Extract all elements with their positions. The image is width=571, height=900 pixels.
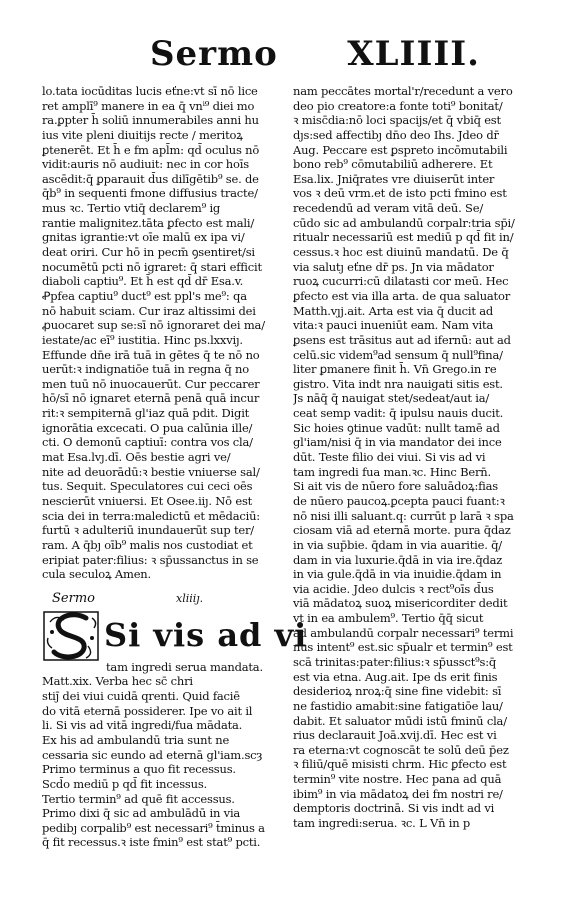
text-line: mus ꝛc. Tertio vtiq̄ declarem⁹ ig <box>42 201 221 216</box>
running-head <box>150 34 480 78</box>
text-line: cessus.ꝛ hoc est diuinū mandatū. De q̄ <box>293 245 509 260</box>
text-line: nō nisi illi saluant.q: currūt p larā ꝛ spa <box>293 508 514 523</box>
text-line: dabit. Et saluator mūdi istū fminū cla/ <box>293 713 507 728</box>
running-head-title: Sermo <box>150 34 278 74</box>
text-line: de nūero paucoꝝ.ꝑcepta pauci fuant:ꝛ <box>293 493 505 508</box>
text-line: celū.sic videm⁹ad sensum q̄ null⁹fina/ <box>293 347 503 362</box>
sermon-label: Sermo <box>52 590 95 606</box>
text-line: ciosam viā ad eternā morte. pura q̄daz <box>293 523 511 538</box>
text-line: do vitā eternā possiderer. Ipe vo ait il <box>42 703 253 718</box>
text-line: Primo dixi q̄ sic ad ambulādū in via <box>42 806 241 821</box>
text-line: cessaria sic eundo ad eternā gl'iam.scȝ <box>42 747 263 762</box>
text-line: nam peccātes mortal'r/recedunt a vero <box>293 84 513 98</box>
text-line: bono reb⁹ cōmutabiliū adherere. Et <box>293 157 493 172</box>
text-line: vidit:auris nō audiuit: nec in cor hoīs <box>42 157 249 172</box>
text-line: ne fastidio amabit:sine fatigatiōe lau/ <box>293 698 503 713</box>
text-line: recedendū ad veram vitā deū. Se/ <box>293 201 483 216</box>
text-line: gistro. Vita indt nra nauigati sitis est. <box>293 376 503 391</box>
text-line: q̄ fit recessus.ꝛ iste fmin⁹ est stat⁹ pcti. <box>42 835 261 850</box>
text-line: cti. O demonū captiuī: contra vos cla/ <box>42 435 253 450</box>
text-line: via acidie. Jdeo dulcis ꝛ rect⁹oīs d̄us <box>293 581 494 596</box>
text-line: Matth.vȷj.ait. Arta est via q̄ ducit ad <box>293 303 494 318</box>
sermon-incipit <box>42 612 308 660</box>
text-line: Primo terminus a quo fit recessus. <box>42 762 236 777</box>
decorated-initial-s-icon <box>42 608 102 664</box>
text-line: via salutȷ eťne dr̄ ps. Jn via mādator <box>293 259 494 274</box>
text-line: cūdo sic ad ambulandū corpalr:tria sp̄i/ <box>293 215 515 230</box>
sermon-heading <box>42 588 280 610</box>
text-line: ꝑfecto est via illa arta. de qua saluator <box>293 288 511 303</box>
text-line: scia dei in terra:maledictū et mēdaciū: <box>42 508 260 523</box>
text-line: in via sup̄bie. q̄dam in via auaritie. q̄/ <box>293 537 502 552</box>
text-line: Scd̄o mediū p qd̄ fit incessus. <box>42 776 207 791</box>
text-line: ruoꝝ cucurri:cū dilatasti cor meū. Hec <box>293 274 509 289</box>
left-column <box>42 84 308 850</box>
text-line: Effunde dn̄e irā tuā in gētes q̄ te nō no <box>42 347 260 362</box>
text-line: Ex his ad ambulandū tria sunt ne <box>42 732 230 747</box>
text-line: gl'iam/nisi q̄ in via mandator dei ince <box>293 435 502 450</box>
text-line: tam ingredi serua mandata. <box>106 659 263 674</box>
text-line: hō/sī nō ignaret eternā penā quā incur <box>42 391 260 406</box>
text-line: deo pio creatore:a fonte toti⁹ bonitat̄/ <box>293 98 503 113</box>
text-line: dȷs:sed affectibȷ dn̄o deo Ihs. Jdeo dr̄ <box>293 127 499 142</box>
text-line: tam ingredi fua man.ꝛc. Hinc Bern̄. <box>293 464 491 479</box>
text-line: ritualr necessariū est mediū p qd̄ fit in/ <box>293 230 514 245</box>
text-line: termin⁹ vite nostre. Hec pana ad quā <box>293 772 502 787</box>
text-line: demptoris doctrinā. Si vis indt ad vi <box>293 801 495 816</box>
text-line: tus. Sequit. Speculatores cui ceci oēs <box>42 479 253 494</box>
text-line: nite ad deuorādū:ꝛ bestie vniuerse sal/ <box>42 464 260 479</box>
text-line: dūt. Teste filio dei viui. Si vis ad vi <box>293 450 486 465</box>
text-line: scā trinitas:pater:filius:ꝛ sp̄ussct⁹s:q̄ <box>293 654 497 669</box>
right-column-text <box>293 84 533 831</box>
text-line: ceat semp vadit: q̄ ipulsu nauis ducit. <box>293 406 504 421</box>
running-head-number: XLIIII. <box>347 34 480 74</box>
text-line: vt in ea ambulem⁹. Tertio q̄q̄ sicut <box>293 611 484 626</box>
text-line: li. Si vis ad vitā ingredi/fua mādata. <box>42 718 243 733</box>
text-line: vos ꝛ deū vrm.et de isto pcti fmino est <box>293 186 507 201</box>
text-line: q̄b⁹ in sequenti fmone diffusius tracte/ <box>42 186 258 201</box>
left-column-text-top <box>42 84 280 582</box>
text-line: desiderioꝝ nroꝝ:q̄ sine fine videbit: sī <box>293 684 502 699</box>
text-line: dam in via luxurie.q̄dā in via ire.q̄daz <box>293 552 503 567</box>
text-line: lo.tata iocūditas lucis eťne:vt sī nō lice <box>42 84 258 98</box>
text-line: ra.ꝑpter h̄ soliū innumerabiles anni hu <box>42 113 259 128</box>
text-line: furtū ꝛ adulteriū inundauerūt sup ter/ <box>42 523 254 538</box>
text-line: rit:ꝛ sempiternā gl'iaz quā pdit. Digit <box>42 406 250 421</box>
text-line: in via gule.q̄dā in via inuidie.q̄dam in <box>293 567 502 582</box>
text-line: Esa.lix. Jniq̄rates vre diuiserūt inter <box>293 171 495 186</box>
text-line: Sic hoies ꝯtinue vadūt: nullt tamē ad <box>293 420 500 435</box>
text-line: vita:ꝛ pauci inueniūt eam. Nam vita <box>293 318 494 333</box>
text-line: deat oriri. Cur hō in pecm̄ ꝯsentiret/si <box>42 245 255 260</box>
text-line: nus intent⁹ est.sic sp̄ualr et termin⁹ est <box>293 640 513 655</box>
text-line: est via etna. Aug.ait. Ipe ds erit finis <box>293 669 498 684</box>
text-line: mat Esa.lvȷ.dī. Oēs bestie agri ve/ <box>42 450 231 465</box>
text-line: ram. A q̄bȷ oīb⁹ malis nos custodiat et <box>42 537 253 552</box>
text-line: uerūt:ꝛ indignatiōe tuā in regna q̄ no <box>42 362 249 377</box>
left-column-text-bottom <box>42 660 280 850</box>
text-line: pedibȷ corpalib⁹ est necessari⁹ t̄minus a <box>42 820 265 835</box>
text-line: diaboli captiu⁹. Et h̄ est qd̄ dr̄ Esa.v. <box>42 274 244 289</box>
text-line: eripiat pater:filius: ꝛ sp̄ussanctus in se <box>42 552 259 567</box>
text-line: stiȷ̄ dei viui cuidā qrenti. Quid faciē <box>42 689 240 704</box>
text-line: nō habuit sciam. Cur iraz altissimi dei <box>42 303 256 318</box>
text-line: cula seculoꝝ Amen. <box>42 567 151 582</box>
text-line: ꝛ misc̄dia:nō loci spacijs/et q̄ vbiq̄ est <box>293 113 501 128</box>
text-line: men tuū nō inuocauerūt. Cur peccarer <box>42 376 260 391</box>
text-line: ꝑsens est trāsitus aut ad ifernū: aut ad <box>293 332 511 347</box>
text-line: viā mādatoꝝ suoꝝ misericorditer dedit <box>293 596 508 611</box>
text-line: Tertio termin⁹ ad quē fit accessus. <box>42 791 235 806</box>
text-line: nescierūt vniuersi. Et Osee.iiȷ. Nō est <box>42 493 253 508</box>
text-line: rius declarauit Joā.xvij.dī. Hec est vi <box>293 728 497 743</box>
text-line: ra eterna:vt cognoscāt te solū deū p̄ez <box>293 742 509 757</box>
text-line: ꝓuocaret sup se:sī nō ignoraret dei ma/ <box>42 318 265 333</box>
text-line: Si ait vis de nūero fore saluādoꝝ:fias <box>293 479 499 494</box>
right-column <box>293 84 533 831</box>
text-line: ius vite pleni diuitijs recte / meritoꝝ <box>42 127 243 142</box>
text-line: ibim⁹ in via mādatoꝝ dei fm nostri re/ <box>293 786 503 801</box>
text-line: ret amplī⁹ manere in ea q̄ vnⁱ⁹ diei mo <box>42 98 255 113</box>
text-line: Js nāq̄ q̄ nauigat stet/sedeat/aut ia/ <box>293 391 490 406</box>
text-line: rantie malignitez.tāta ꝑfecto est mali/ <box>42 215 255 230</box>
text-line: Matt.xix. Verba hec sc̄ chri <box>42 674 193 689</box>
text-line: Ꝓpfea captiu⁹ duct⁹ est ppl's me⁹: qa <box>42 288 247 303</box>
text-line: ignorātia excecati. O pua calūnia ille/ <box>42 420 253 435</box>
text-line: liter ꝑmanere finit h̄. Vn̄ Grego.in re <box>293 362 497 377</box>
text-line: iestate/ac eī⁹ iustitia. Hinc ps.lxxviȷ. <box>42 332 243 347</box>
text-line: ꝑtenerēt. Et h̄ e fm apl̄m: qd̄ oculus nō <box>42 142 260 157</box>
text-line: Aug. Peccare est ꝑspreto incōmutabili <box>293 142 508 157</box>
text-line: nocumētū pcti nō igraret: q̄ stari efficit <box>42 259 262 274</box>
text-line: ꝛ filiū/quē misisti chrm. Hic ꝑfecto est <box>293 757 507 772</box>
sermon-number: xliiiȷ. <box>176 591 204 605</box>
text-line: ad ambulandū corpalr necessari⁹ termi <box>293 625 514 640</box>
incipit-text: Si vis ad vi <box>104 615 308 654</box>
text-line: gnitas igrantie:vt oīe malū ex ipa vi/ <box>42 230 245 245</box>
text-line: ascēdit:q̄ ꝑparauit d̄us dilīgētib⁹ se. de <box>42 171 259 186</box>
text-line: tam ingredi:serua. ꝛc. L Vn̄ in p <box>293 816 471 831</box>
